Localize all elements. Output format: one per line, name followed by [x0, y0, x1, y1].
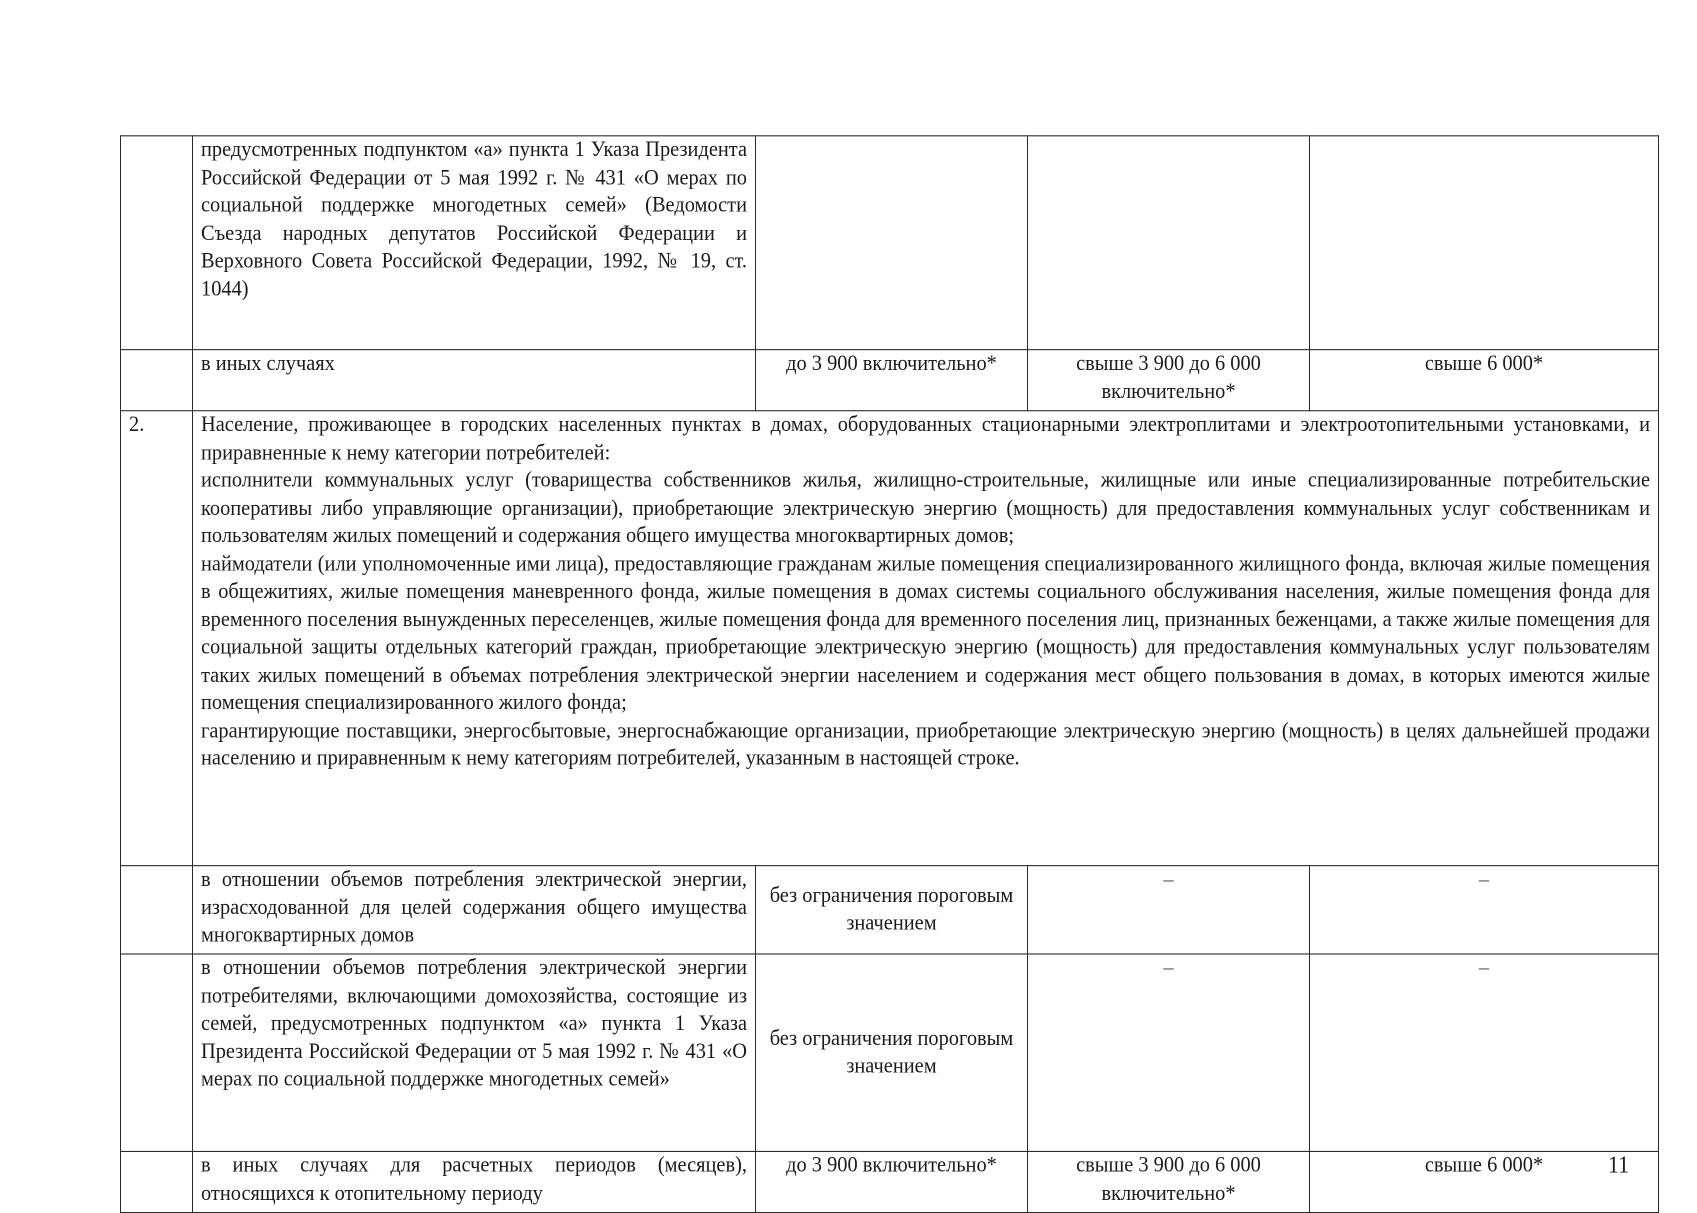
table-row-section-2 [121, 411, 1659, 866]
section-paragraph: Население, проживающее в городских населенных пунктах в домах, оборудованных стационарными электроплитами и электроотопительными установками, и приравненные к нему категории потребителей: [201, 412, 1650, 465]
row-number-cell [121, 1151, 193, 1212]
row-number-cell [121, 954, 193, 1151]
threshold-range-1: без ограничения пороговым значением [756, 954, 1028, 1151]
row-number-cell [121, 350, 193, 411]
row-number-cell [121, 866, 193, 954]
section-paragraph: наймодатели (или уполномоченные ими лица), предоставляющие гражданам жилые помещения специализированного жилищного фонда, включая жилые помещения в общежитиях, жилые помещения маневренного фонда, жилые помещения в домах системы социального обслуживания населения, жилые помещения фонда для временного поселения вынужденных переселенцев, жилые помещения фонда для временного поселения лиц, признанных беженцами, а также жилые помещения для социальной защиты отдельных категорий граждан, приобретающие электрическую энергию (мощность) для предоставления коммунальных услуг пользователям таких жилых помещений в объемах потребления электрической энергии населением и содержания мест общего пользования в домах, в которых имеются жилые помещения специализированного жилого фонда; [201, 551, 1650, 715]
table-row-large-families [121, 954, 1659, 1151]
section-description [193, 411, 1659, 866]
table-row-common-property [121, 866, 1659, 954]
category-description: предусмотренных подпунктом «а» пункта 1 Указа Президента Российской Федерации от 5 мая 1992 г. № 431 «О мерах по социальной поддержке многодетных семей» (Ведомости Съезда народных депутатов Российской Федерации и Верховного Совета Российской Федерации, 1992, № 19, ст. 1044) [193, 136, 756, 350]
threshold-range-2: – [1028, 866, 1310, 954]
section-paragraph: гарантирующие поставщики, энергосбытовые, энергоснабжающие организации, приобретающие электрическую энергию (мощность) в целях дальнейшей продажи населению и приравненным к нему категориям потребителей, указанным в настоящей строке. [201, 718, 1650, 771]
row-label: в иных случаях для расчетных периодов (месяцев), относящихся к отопительному периоду [193, 1151, 756, 1212]
threshold-range-3: свыше 6 000* [1310, 350, 1659, 411]
threshold-range-3: – [1310, 954, 1659, 1151]
threshold-range-2: свыше 3 900 до 6 000 включительно* [1028, 350, 1310, 411]
row-number-cell [121, 136, 193, 350]
threshold-range-2: – [1028, 954, 1310, 1151]
row-label: в иных случаях [193, 350, 756, 411]
tariff-table [120, 135, 1659, 1213]
table-row-continuation [121, 136, 1659, 350]
threshold-range-3: свыше 6 000* [1310, 1151, 1659, 1212]
threshold-range-1: до 3 900 включительно* [756, 350, 1028, 411]
row-label: в отношении объемов потребления электрической энергии, израсходованной для целей содержания общего имущества многоквартирных домов [193, 866, 756, 954]
table-row-other-cases [121, 350, 1659, 411]
threshold-range-2: свыше 3 900 до 6 000 включительно* [1028, 1151, 1310, 1212]
empty-cell [756, 136, 1028, 350]
row-label: в отношении объемов потребления электрической энергии потребителями, включающими домохозяйства, состоящие из семей, предусмотренных подпунктом «а» пункта 1 Указа Президента Российской Федерации от 5 мая 1992 г. № 431 «О мерах по социальной поддержке многодетных семей» [193, 954, 756, 1151]
threshold-range-3: – [1310, 866, 1659, 954]
table-row-heating-period [121, 1151, 1659, 1212]
threshold-range-1: до 3 900 включительно* [756, 1151, 1028, 1212]
threshold-range-1: без ограничения пороговым значением [756, 866, 1028, 954]
empty-cell [1028, 136, 1310, 350]
section-paragraph: исполнители коммунальных услуг (товарищества собственников жилья, жилищно-строительные, жилищные или иные специализированные потребительские кооперативы либо управляющие организации), приобретающие электрическую энергию (мощность) для предоставления коммунальных услуг собственникам и пользователям жилых помещений и содержания общего имущества многоквартирных домов; [201, 467, 1650, 548]
empty-cell [1310, 136, 1659, 350]
section-number: 2. [121, 411, 193, 866]
page-number: 11 [1608, 1150, 1630, 1179]
